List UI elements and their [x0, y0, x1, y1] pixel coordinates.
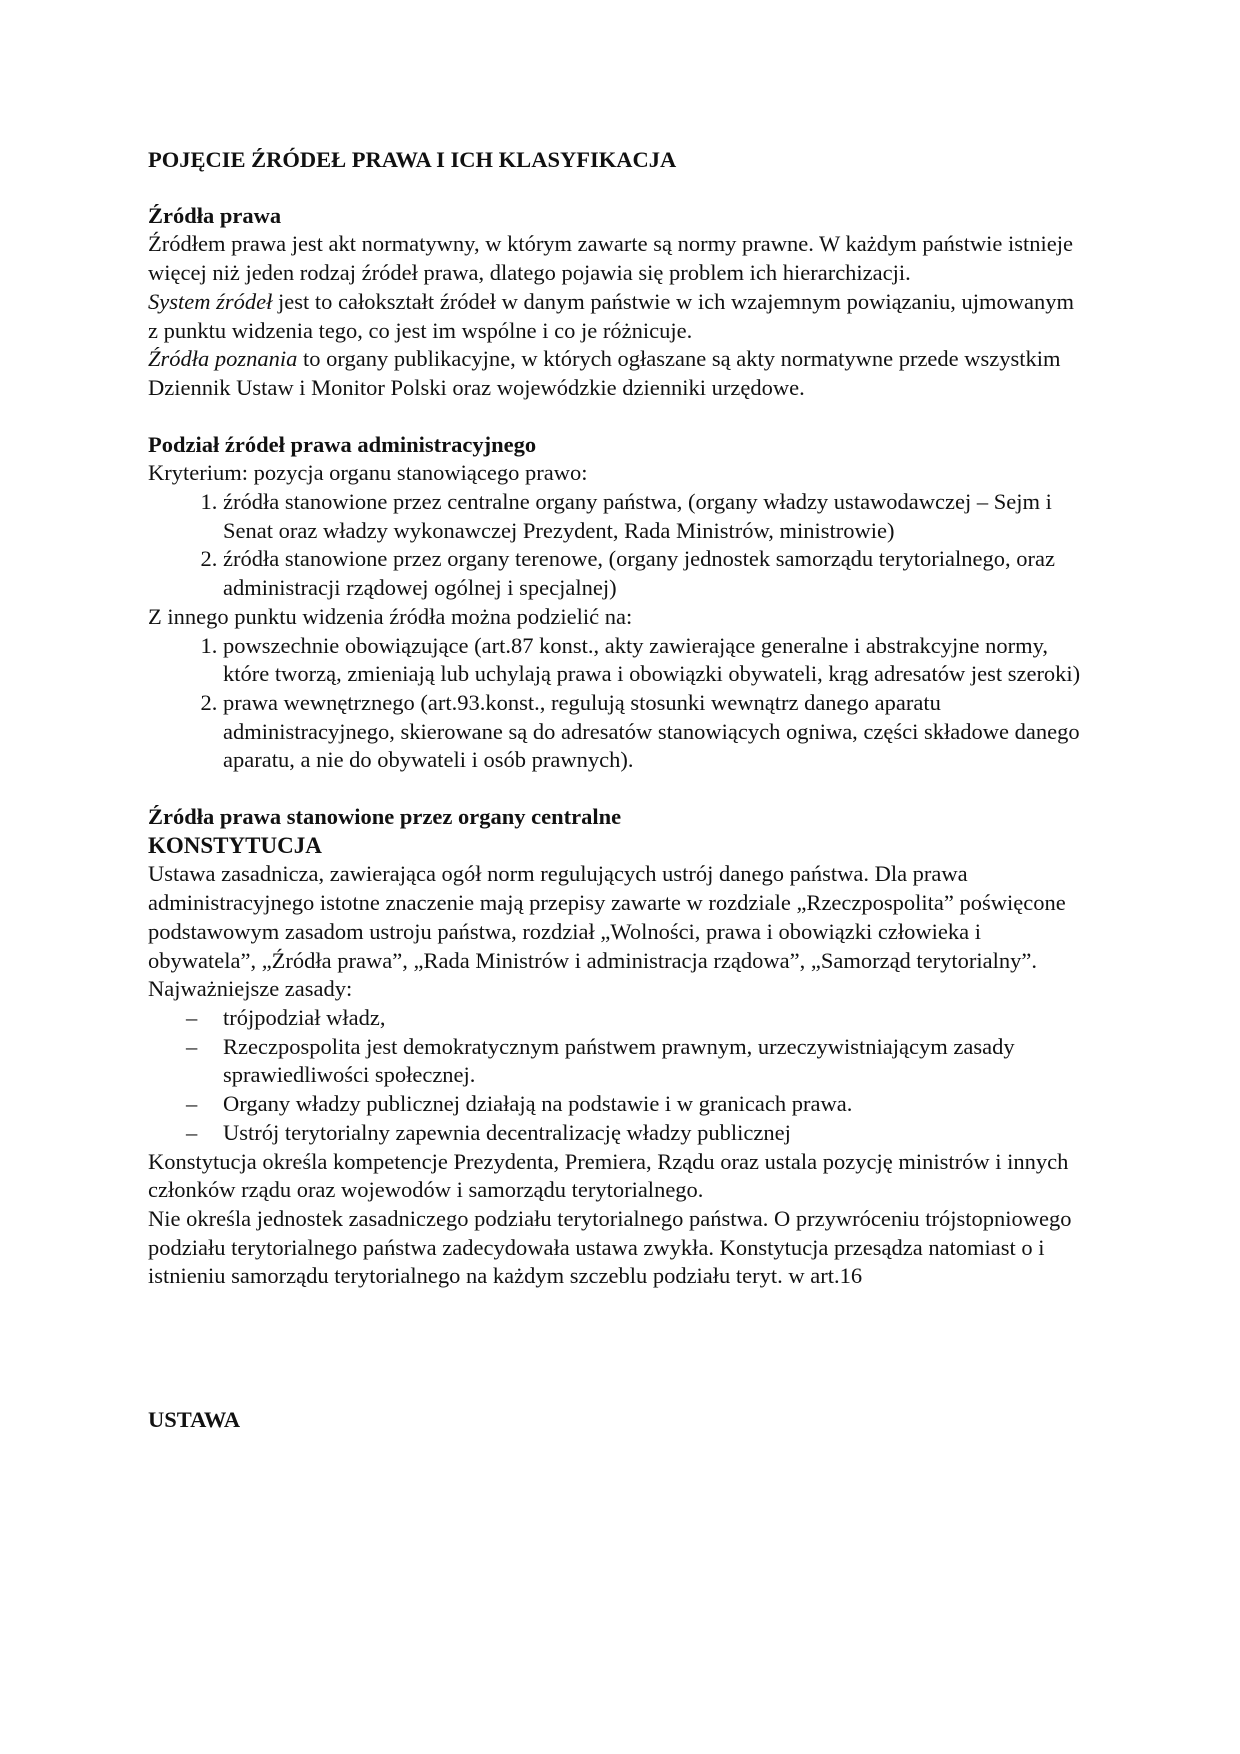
section-heading-organy-centralne: Źródła prawa stanowione przez organy centralne: [148, 804, 622, 830]
paragraph-criterion: Kryterium: pozycja organu stanowiącego prawo:: [148, 460, 588, 486]
dash-bullet: –: [186, 1119, 198, 1145]
list-item: 1. źródła stanowione przez centralne organy państwa, (organy władzy ustawodawczej – Sejm i Senat oraz władzy wykonawczej Prezydent, Rada Ministrów, ministrowie): [223, 488, 1088, 545]
paragraph-kompetencje: Konstytucja określa kompetencje Prezydenta, Premiera, Rządu oraz ustala pozycję ministrów i innych członków rządu oraz wojewodów i samorządu terytorialnego.: [148, 1148, 1069, 1203]
paragraph-konstytucja: Ustawa zasadnicza, zawierająca ogół norm regulujących ustrój danego państwa. Dla prawa administracyjnego istotne znaczenie mają przepisy zawarte w rozdziale „Rzeczpospolita” poświęcone podstawowym zasadom ustroju państwa, rozdział „Wolności, prawa i obowiązki człowieka i obywatela”, „Źródła prawa”, „Rada Ministrów i administracja rządowa”, „Samorząd terytorialny”.: [148, 861, 1066, 973]
subheading-konstytucja: KONSTYTUCJA: [148, 832, 322, 858]
list-item: 2. prawa wewnętrznego (art.93.konst., regulują stosunki wewnątrz danego aparatu administracyjnego, skierowane są do adresatów stanowiących ogniwa, części składowe danego aparatu, a nie do obywateli i osób prawnych).: [223, 689, 1088, 775]
term-system-zrodel: System źródeł: [148, 288, 273, 314]
term-zrodla-poznania: Źródła poznania: [148, 346, 298, 372]
numbered-list-criterion: [148, 488, 1088, 603]
document-content: [148, 146, 1088, 1435]
list-item: [186, 1033, 1088, 1090]
list-item-text: Organy władzy publicznej działają na podstawie i w granicach prawa.: [223, 1091, 853, 1117]
section-heading-zrodla-prawa: Źródła prawa: [148, 202, 282, 228]
list-item: [186, 1004, 1088, 1033]
list-item-text: trójpodział władz,: [223, 1004, 386, 1030]
paragraph-other-view: Z innego punktu widzenia źródła można podzielić na:: [148, 603, 633, 629]
list-item: [186, 1090, 1088, 1119]
list-item-text: Ustrój terytorialny zapewnia decentralizację władzy publicznej: [223, 1119, 791, 1145]
list-item-text: Rzeczpospolita jest demokratycznym państwem prawnym, urzeczywistniającym zasady sprawiedliwości społecznej.: [223, 1033, 1015, 1088]
list-item: 1. powszechnie obowiązujące (art.87 konst., akty zawierające generalne i abstrakcyjne normy, które tworzą, zmieniają lub uchylają prawa i obowiązki obywateli, krąg adresatów jest szeroki): [223, 632, 1088, 689]
numbered-list-other-view: [148, 632, 1088, 776]
paragraph-principles-label: Najważniejsze zasady:: [148, 976, 353, 1002]
dash-list-principles: [148, 1004, 1088, 1148]
paragraph-system-zrodel: [148, 288, 1088, 345]
text-zrodla-poznania: to organy publikacyjne, w których ogłaszane są akty normatywne przede wszystkim Dziennik Ustaw i Monitor Polski oraz wojewódzkie dzienniki urzędowe.: [148, 346, 1061, 400]
dash-bullet: –: [186, 1004, 198, 1030]
section-heading-podzial: Podział źródeł prawa administracyjnego: [148, 431, 537, 457]
list-item: 2. źródła stanowione przez organy terenowe, (organy jednostek samorządu terytorialnego, oraz administracji rządowej ogólnej i specjalnej): [223, 545, 1088, 602]
paragraph-zrodla-poznania: [148, 345, 1088, 402]
list-item: [186, 1119, 1088, 1148]
section-heading-ustawa: USTAWA: [148, 1407, 241, 1433]
paragraph-podzial-terytorialny: Nie określa jednostek zasadniczego podziału terytorialnego państwa. O przywróceniu trójstopniowego podziału terytorialnego państwa zadecydowała ustawa zwykła. Konstytucja przesądza natomiast o i istnieniu samorządu terytorialnego na każdym szczeblu podziału teryt. w art.16: [148, 1205, 1072, 1289]
paragraph-definition: Źródłem prawa jest akt normatywny, w którym zawarte są normy prawne. W każdym państwie istnieje więcej niż jeden rodzaj źródeł prawa, dlatego pojawia się problem ich hierarchizacji.: [148, 231, 1073, 286]
dash-bullet: –: [186, 1033, 198, 1059]
document-title: POJĘCIE ŹRÓDEŁ PRAWA I ICH KLASYFIKACJA: [148, 147, 677, 172]
text-system-zrodel: jest to całokształt źródeł w danym państwie w ich wzajemnym powiązaniu, ujmowanym z punktu widzenia tego, co jest im wspólne i co je różnicuje.: [148, 288, 1075, 343]
dash-bullet: –: [186, 1091, 198, 1117]
